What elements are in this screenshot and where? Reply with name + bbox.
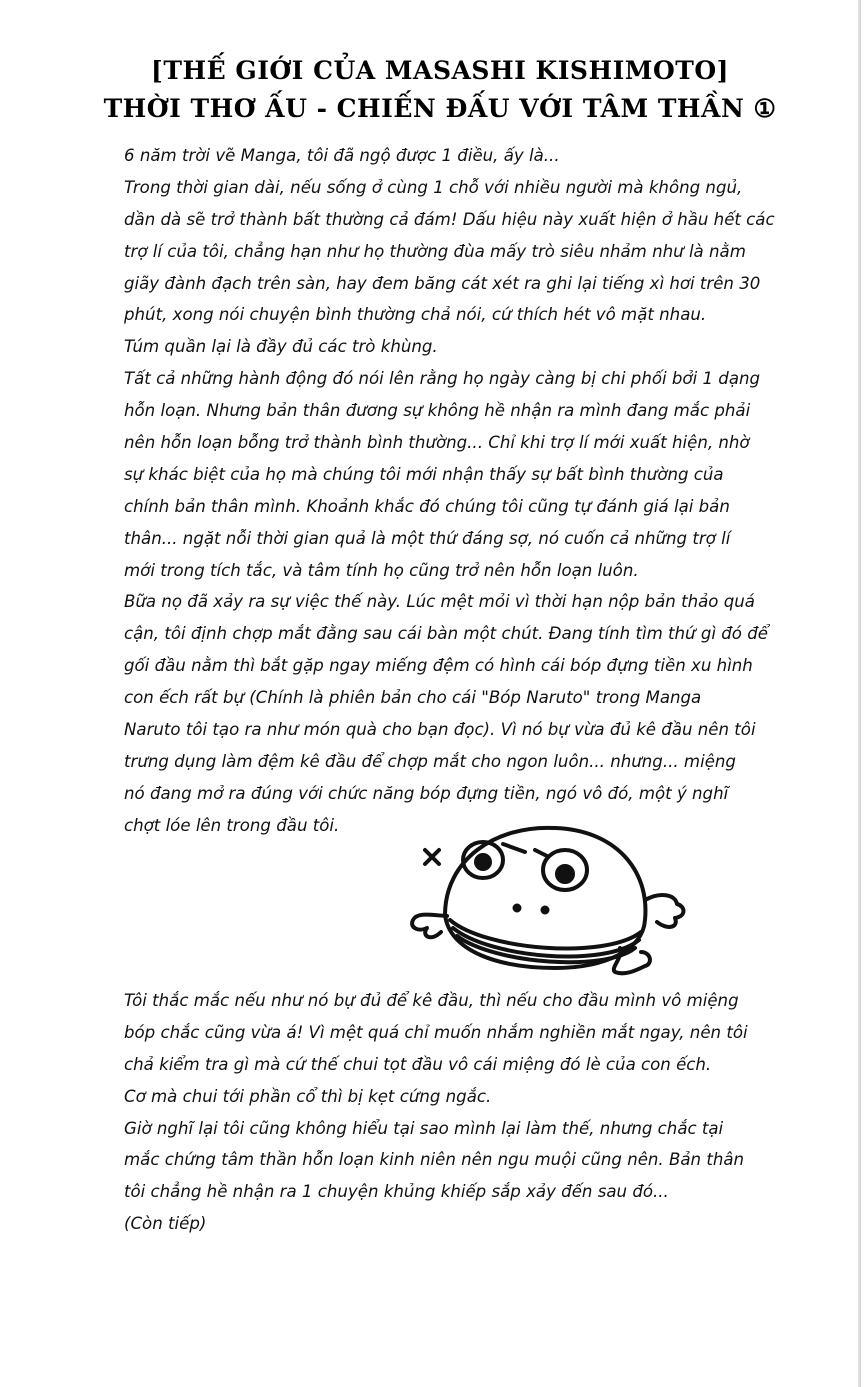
- text-line: chả kiểm tra gì mà cứ thế chui tọt đầu vô cái miệng đó lè của con ếch.: [124, 1054, 712, 1074]
- text-line: Naruto tôi tạo ra như món quà cho bạn đọc). Vì nó bự vừa đủ kê đầu nên tôi: [124, 720, 756, 740]
- text-line: Tôi thắc mắc nếu như nó bự đủ để kê đầu, thì nếu cho đầu mình vô miệng: [124, 991, 739, 1010]
- text-line: 6 năm trời vẽ Manga, tôi đã ngộ được 1 điều, ấy là...: [124, 146, 560, 165]
- text-line: nó đang mở ra đúng với chức năng bóp đựng tiền, ngó vô đó, một ý nghĩ: [124, 783, 729, 803]
- text-line: dần dà sẽ trở thành bất thường cả đám! Dấu hiệu này xuất hiện ở hầu hết các: [124, 209, 775, 229]
- text-line: tôi chẳng hề nhận ra 1 chuyện khủng khiếp sắp xảy đến sau đó...: [124, 1182, 669, 1202]
- text-line: phút, xong nói chuyện bình thường chả nói, cứ thích hét vô mặt nhau.: [124, 305, 707, 325]
- text-line: giãy đành đạch trên sàn, hay đem băng cát xét ra ghi lại tiếng xì hơi trên 30: [124, 273, 761, 293]
- text-line: trưng dụng làm đệm kê đầu để chợp mắt cho ngon luôn... nhưng... miệng: [124, 751, 736, 771]
- frog-coin-purse-icon: [405, 820, 695, 980]
- text-line: trợ lí của tôi, chẳng hạn như họ thường đùa mấy trò siêu nhảm như là nằm: [124, 241, 746, 261]
- text-line: hỗn loạn. Nhưng bản thân đương sự không hề nhận ra mình đang mắc phải: [124, 401, 751, 421]
- text-line: nên hỗn loạn bỗng trở thành bình thường... Chỉ khi trợ lí mới xuất hiện, nhờ: [124, 433, 750, 453]
- text-line: Tất cả những hành động đó nói lên rằng họ ngày càng bị chi phối bởi 1 dạng: [124, 369, 761, 389]
- text-line: Túm quần lại là đầy đủ các trò khùng.: [124, 337, 438, 357]
- body-text-part-1: [124, 140, 784, 842]
- text-line: con ếch rất bự (Chính là phiên bản cho cái "Bóp Naruto" trong Manga: [124, 688, 702, 708]
- text-line: chính bản thân mình. Khoảnh khắc đó chúng tôi cũng tự đánh giá lại bản: [124, 496, 730, 516]
- text-line: (Còn tiếp): [124, 1214, 207, 1234]
- article-title: [60, 52, 820, 128]
- page-edge: [858, 0, 861, 1387]
- title-line-1: [THẾ GIỚI CỦA MASASHI KISHIMOTO]: [151, 56, 729, 85]
- body-text-part-2: [124, 985, 784, 1240]
- title-line-2: THỜI THƠ ẤU - CHIẾN ĐẤU VỚI TÂM THẦN ①: [103, 94, 777, 123]
- text-line: gối đầu nằm thì bắt gặp ngay miếng đệm có hình cái bóp đựng tiền xu hình: [124, 656, 753, 676]
- text-line: Giờ nghĩ lại tôi cũng không hiểu tại sao mình lại làm thế, nhưng chắc tại: [124, 1118, 724, 1138]
- text-line: sự khác biệt của họ mà chúng tôi mới nhận thấy sự bất bình thường của: [124, 464, 724, 484]
- text-line: Bữa nọ đã xảy ra sự việc thế này. Lúc mệt mỏi vì thời hạn nộp bản thảo quá: [124, 592, 755, 612]
- text-line: Trong thời gian dài, nếu sống ở cùng 1 chỗ với nhiều người mà không ngủ,: [124, 177, 743, 197]
- frog-drawing: [405, 820, 695, 980]
- text-line: thân... ngặt nỗi thời gian quả là một thứ đáng sợ, nó cuốn cả những trợ lí: [124, 528, 731, 548]
- text-line: mắc chứng tâm thần hỗn loạn kinh niên nên ngu muội cũng nên. Bản thân: [124, 1150, 745, 1170]
- text-line: cận, tôi định chợp mắt đằng sau cái bàn một chút. Đang tính tìm thứ gì đó để: [124, 624, 768, 644]
- text-line: bóp chắc cũng vừa á! Vì mệt quá chỉ muốn nhắm nghiền mắt ngay, nên tôi: [124, 1022, 748, 1042]
- text-line: mới trong tích tắc, và tâm tính họ cũng trở nên hỗn loạn luôn.: [124, 560, 639, 580]
- text-line: Cơ mà chui tới phần cổ thì bị kẹt cứng ngắc.: [124, 1086, 492, 1106]
- text-line: chợt lóe lên trong đầu tôi.: [124, 815, 340, 835]
